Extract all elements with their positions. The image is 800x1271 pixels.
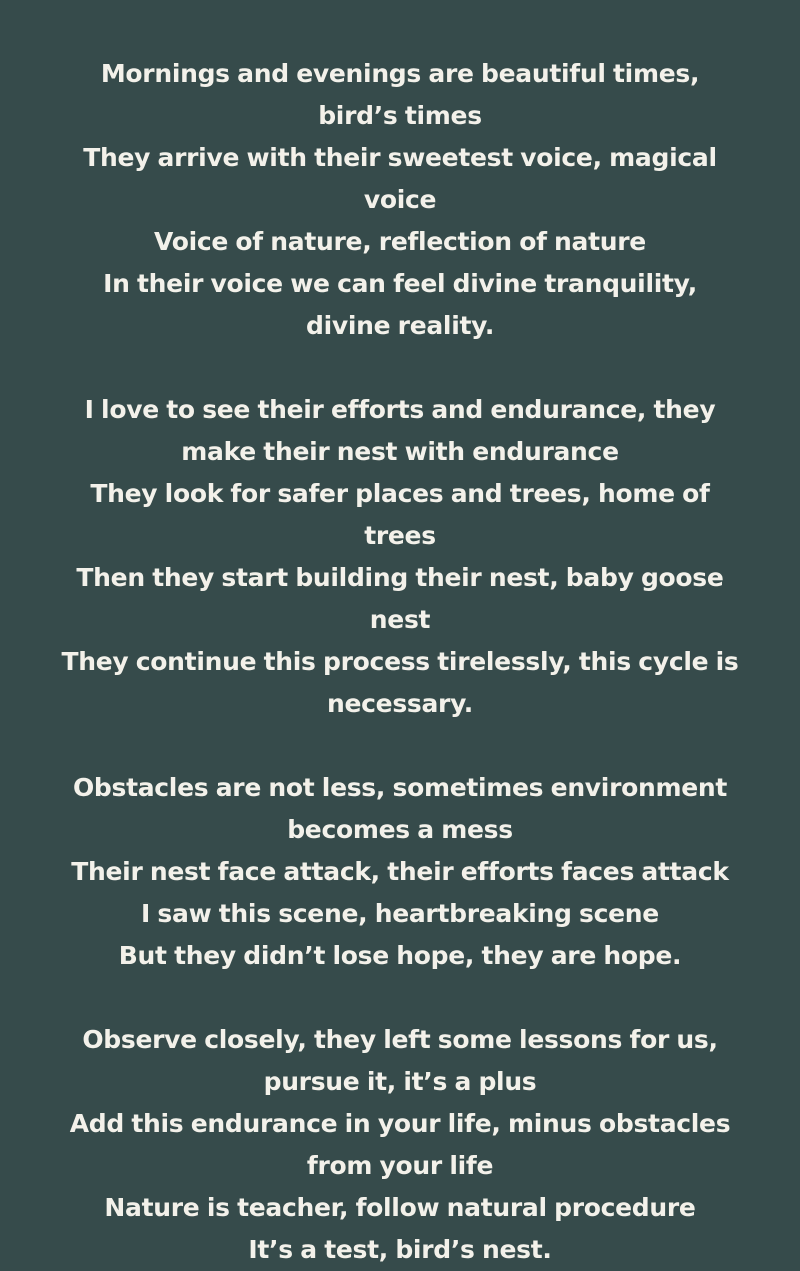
poem-line: They continue this process tirelessly, this cycle is necessary. (61, 647, 739, 718)
poem-line: Mornings and evenings are beautiful times, bird’s times (100, 59, 700, 130)
poem-line: I saw this scene, heartbreaking scene (141, 899, 659, 928)
stanza-3 (60, 767, 740, 977)
stanza-4 (60, 1019, 740, 1271)
poem-line: But they didn’t lose hope, they are hope. (118, 941, 682, 970)
stanza-2 (60, 389, 740, 725)
poem-line: Observe closely, they left some lessons for us, pursue it, it’s a plus (82, 1025, 718, 1096)
poem-line: In their voice we can feel divine tranquility, divine reality. (103, 269, 697, 340)
poem-line: Then they start building their nest, baby goose nest (76, 563, 724, 634)
poem-line: They look for safer places and trees, home of trees (90, 479, 710, 550)
poem-line: Add this endurance in your life, minus obstacles from your life (69, 1109, 731, 1180)
poem-line: I love to see their efforts and endurance, they make their nest with endurance (84, 395, 716, 466)
poem-line: Their nest face attack, their efforts faces attack (71, 857, 729, 886)
poem-line: Voice of nature, reflection of nature (154, 227, 646, 256)
poem-line: Nature is teacher, follow natural procedure (104, 1193, 696, 1222)
poem-line: They arrive with their sweetest voice, magical voice (83, 143, 717, 214)
stanza-1 (60, 53, 740, 347)
poem-line: Obstacles are not less, sometimes environment becomes a mess (72, 773, 728, 844)
poem-line: It’s a test, bird’s nest. (248, 1235, 552, 1264)
